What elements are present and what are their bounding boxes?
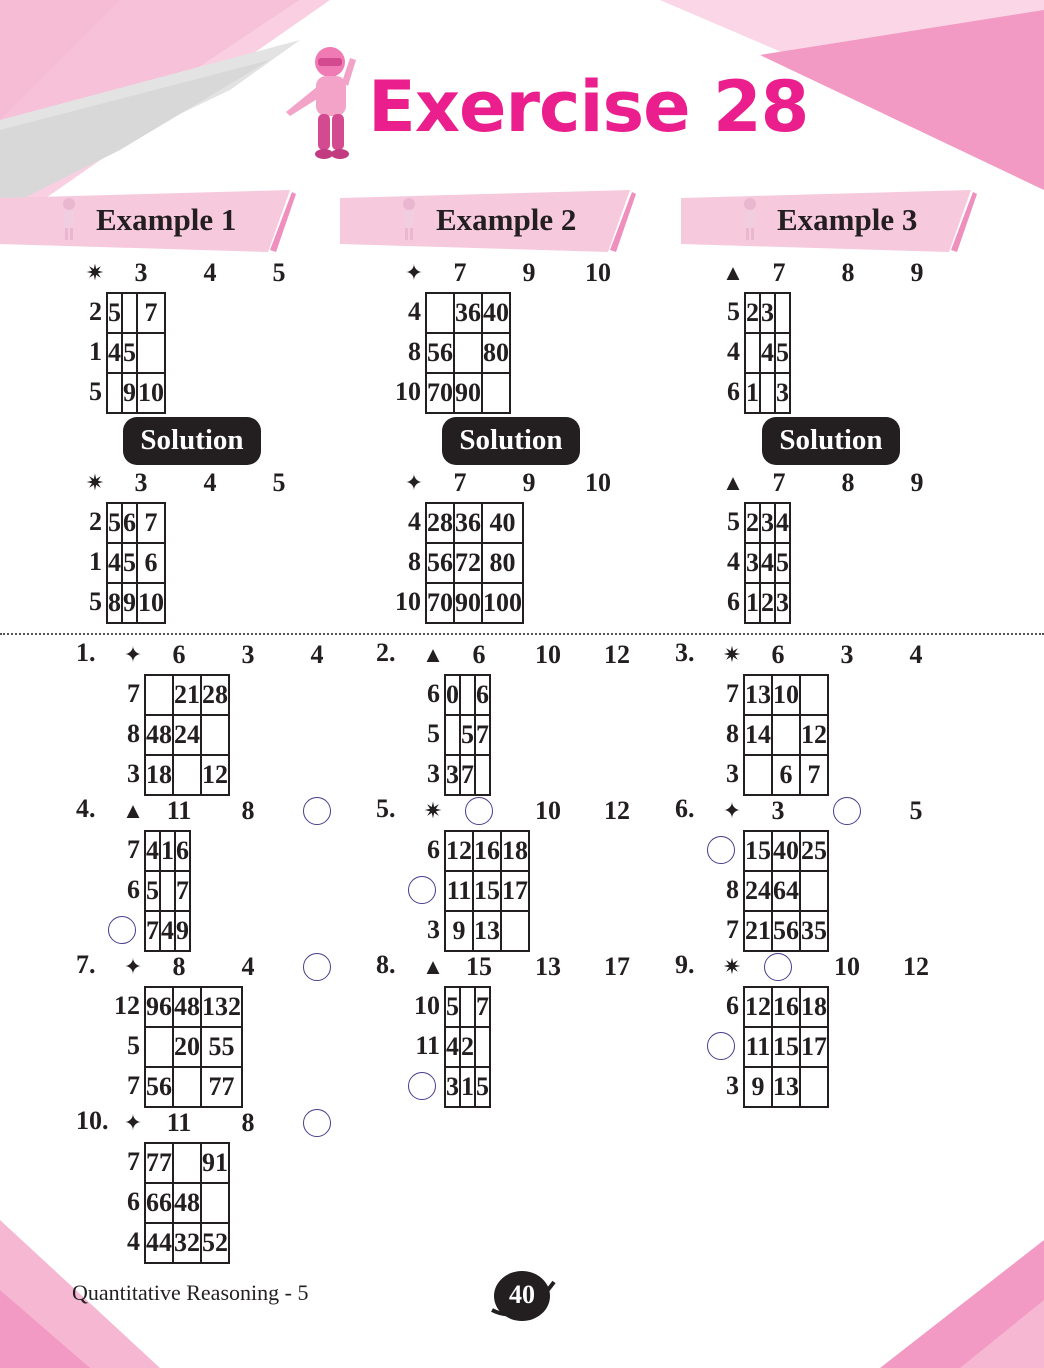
blank-circle[interactable] bbox=[303, 1109, 331, 1137]
column-header: 3 bbox=[134, 468, 148, 497]
grid-cell: 80 bbox=[482, 543, 523, 583]
empty-cell[interactable] bbox=[145, 1027, 173, 1067]
row-header: 3 bbox=[726, 1071, 739, 1100]
row-header: 4 bbox=[727, 547, 740, 576]
exercise-number: 1. bbox=[76, 638, 96, 667]
grid-cell: 7 bbox=[145, 911, 160, 951]
column-header: 4 bbox=[310, 640, 324, 669]
grid-cell: 1 bbox=[460, 1067, 475, 1107]
grid-cell: 91 bbox=[201, 1143, 229, 1183]
grid-cell: 10 bbox=[137, 583, 165, 623]
operator-symbol: ✦ bbox=[722, 798, 742, 823]
grid-cell: 9 bbox=[744, 1067, 772, 1107]
row-header: 8 bbox=[726, 875, 739, 904]
grid-cell: 3 bbox=[775, 583, 790, 623]
grid-cell: 2 bbox=[460, 1027, 475, 1067]
row-header: 12 bbox=[114, 991, 140, 1020]
row-header: 5 bbox=[89, 377, 102, 406]
empty-cell bbox=[426, 293, 454, 333]
grid-cell: 14 bbox=[744, 715, 772, 755]
mascot-icon bbox=[739, 196, 761, 242]
grid-cell: 8 bbox=[107, 583, 122, 623]
grid-cell: 6 bbox=[475, 675, 490, 715]
empty-cell[interactable] bbox=[501, 911, 529, 951]
operator-symbol: ✷ bbox=[722, 954, 742, 979]
grid-cell: 5 bbox=[107, 293, 122, 333]
number-grid bbox=[425, 502, 524, 624]
grid-cell: 40 bbox=[482, 503, 523, 543]
empty-cell bbox=[454, 333, 482, 373]
grid-cell: 5 bbox=[122, 333, 137, 373]
grid-cell: 7 bbox=[475, 715, 490, 755]
grid-cell: 5 bbox=[107, 503, 122, 543]
grid-cell: 55 bbox=[201, 1027, 242, 1067]
grid-cell: 3 bbox=[760, 503, 775, 543]
column-header: 3 bbox=[840, 640, 854, 669]
grid-cell: 24 bbox=[744, 871, 772, 911]
column-header: 5 bbox=[272, 258, 286, 287]
operator-symbol: ✦ bbox=[404, 260, 424, 285]
grid-cell: 11 bbox=[445, 871, 473, 911]
empty-cell bbox=[137, 333, 165, 373]
column-header: 8 bbox=[241, 796, 255, 825]
grid-cell: 3 bbox=[445, 755, 460, 795]
column-header: 6 bbox=[472, 640, 486, 669]
column-header: 13 bbox=[535, 952, 561, 981]
row-header: 6 bbox=[127, 1187, 140, 1216]
row-header: 3 bbox=[726, 759, 739, 788]
row-header: 2 bbox=[89, 507, 102, 536]
grid-cell: 48 bbox=[173, 1183, 201, 1223]
column-header: 12 bbox=[903, 952, 929, 981]
grid-cell: 80 bbox=[482, 333, 510, 373]
row-header: 5 bbox=[427, 719, 440, 748]
grid-cell: 7 bbox=[137, 293, 165, 333]
column-header: 10 bbox=[834, 952, 860, 981]
column-header: 9 bbox=[910, 258, 924, 287]
grid-cell: 2 bbox=[745, 293, 760, 333]
operator-symbol: ▲ bbox=[722, 260, 744, 285]
empty-cell bbox=[122, 293, 137, 333]
number-grid bbox=[144, 986, 243, 1108]
column-header: 5 bbox=[909, 796, 923, 825]
example-banner bbox=[681, 190, 981, 252]
blank-circle[interactable] bbox=[465, 797, 493, 825]
column-header: 8 bbox=[841, 468, 855, 497]
number-grid bbox=[744, 502, 791, 624]
column-header: 8 bbox=[172, 952, 186, 981]
empty-cell[interactable] bbox=[173, 1143, 201, 1183]
column-header: 3 bbox=[771, 796, 785, 825]
grid-cell: 15 bbox=[473, 871, 501, 911]
solution-label: Solution bbox=[442, 417, 580, 465]
grid-cell: 12 bbox=[201, 755, 229, 795]
grid-cell: 3 bbox=[445, 1067, 460, 1107]
grid-cell: 72 bbox=[454, 543, 482, 583]
row-header: 8 bbox=[127, 719, 140, 748]
column-header: 9 bbox=[522, 468, 536, 497]
row-header: 7 bbox=[726, 915, 739, 944]
grid-cell: 5 bbox=[460, 715, 475, 755]
grid-cell: 7 bbox=[475, 987, 490, 1027]
grid-cell: 2 bbox=[760, 583, 775, 623]
operator-symbol: ✦ bbox=[123, 954, 143, 979]
empty-cell bbox=[107, 373, 122, 413]
grid-cell: 20 bbox=[173, 1027, 201, 1067]
number-grid bbox=[106, 502, 166, 624]
grid-cell: 56 bbox=[772, 911, 800, 951]
grid-cell: 5 bbox=[122, 543, 137, 583]
row-header: 6 bbox=[727, 377, 740, 406]
operator-symbol: ✷ bbox=[85, 260, 105, 285]
grid-cell: 64 bbox=[772, 871, 800, 911]
empty-cell[interactable] bbox=[800, 675, 828, 715]
grid-cell: 100 bbox=[482, 583, 523, 623]
grid-cell: 18 bbox=[501, 831, 529, 871]
column-header: 3 bbox=[241, 640, 255, 669]
grid-cell: 17 bbox=[800, 1027, 828, 1067]
number-grid bbox=[144, 674, 230, 796]
number-grid bbox=[744, 292, 791, 414]
grid-cell: 5 bbox=[775, 333, 790, 373]
row-header: 8 bbox=[408, 547, 421, 576]
empty-cell[interactable] bbox=[772, 715, 800, 755]
grid-cell: 13 bbox=[744, 675, 772, 715]
column-header: 5 bbox=[272, 468, 286, 497]
empty-cell[interactable] bbox=[475, 755, 490, 795]
grid-cell: 13 bbox=[772, 1067, 800, 1107]
operator-symbol: ▲ bbox=[422, 954, 444, 979]
grid-cell: 12 bbox=[445, 831, 473, 871]
column-header: 10 bbox=[585, 258, 611, 287]
grid-cell: 28 bbox=[201, 675, 229, 715]
column-header: 7 bbox=[453, 258, 467, 287]
exercise-number: 5. bbox=[376, 794, 396, 823]
row-header: 6 bbox=[726, 991, 739, 1020]
grid-cell: 4 bbox=[160, 911, 175, 951]
row-header: 7 bbox=[127, 1147, 140, 1176]
grid-cell: 28 bbox=[426, 503, 454, 543]
grid-cell: 21 bbox=[744, 911, 772, 951]
row-header: 4 bbox=[727, 337, 740, 366]
number-grid bbox=[106, 292, 166, 414]
row-header: 10 bbox=[395, 377, 421, 406]
grid-cell: 16 bbox=[772, 987, 800, 1027]
empty-cell[interactable] bbox=[445, 715, 460, 755]
grid-cell: 25 bbox=[800, 831, 828, 871]
grid-cell: 77 bbox=[201, 1067, 242, 1107]
empty-cell[interactable] bbox=[475, 1027, 490, 1067]
grid-cell: 32 bbox=[173, 1223, 201, 1263]
grid-cell: 96 bbox=[145, 987, 173, 1027]
grid-cell: 24 bbox=[173, 715, 201, 755]
blank-circle[interactable] bbox=[764, 953, 792, 981]
empty-cell bbox=[482, 373, 510, 413]
grid-cell: 48 bbox=[145, 715, 173, 755]
column-header: 7 bbox=[772, 258, 786, 287]
grid-cell: 9 bbox=[122, 583, 137, 623]
example-label: Example 1 bbox=[96, 202, 237, 237]
grid-cell: 13 bbox=[473, 911, 501, 951]
footer-book-title: Quantitative Reasoning - 5 bbox=[72, 1280, 309, 1305]
grid-cell: 18 bbox=[145, 755, 173, 795]
grid-cell: 7 bbox=[137, 503, 165, 543]
grid-cell: 4 bbox=[107, 333, 122, 373]
grid-cell: 3 bbox=[775, 373, 790, 413]
number-grid bbox=[444, 674, 491, 796]
column-header: 8 bbox=[841, 258, 855, 287]
example-label: Example 2 bbox=[436, 202, 577, 237]
operator-symbol: ✷ bbox=[423, 798, 443, 823]
empty-cell[interactable] bbox=[800, 1067, 828, 1107]
exercise-number: 9. bbox=[675, 950, 695, 979]
row-header: 7 bbox=[726, 679, 739, 708]
row-header: 1 bbox=[89, 337, 102, 366]
blank-circle[interactable] bbox=[303, 797, 331, 825]
grid-cell: 6 bbox=[122, 503, 137, 543]
row-header: 8 bbox=[408, 337, 421, 366]
column-header: 4 bbox=[203, 258, 217, 287]
grid-cell: 52 bbox=[201, 1223, 229, 1263]
column-header: 15 bbox=[466, 952, 492, 981]
example-banner bbox=[0, 190, 300, 252]
column-header: 9 bbox=[910, 468, 924, 497]
operator-symbol: ▲ bbox=[722, 470, 744, 495]
grid-cell: 1 bbox=[160, 831, 175, 871]
grid-cell: 4 bbox=[775, 503, 790, 543]
operator-symbol: ✦ bbox=[404, 470, 424, 495]
column-header: 4 bbox=[203, 468, 217, 497]
grid-cell: 9 bbox=[175, 911, 190, 951]
grid-cell: 0 bbox=[445, 675, 460, 715]
column-header: 7 bbox=[772, 468, 786, 497]
empty-cell bbox=[775, 293, 790, 333]
column-header: 4 bbox=[241, 952, 255, 981]
blank-circle[interactable] bbox=[303, 953, 331, 981]
grid-cell: 77 bbox=[145, 1143, 173, 1183]
blank-circle[interactable] bbox=[408, 876, 436, 904]
operator-symbol: ✷ bbox=[85, 470, 105, 495]
page-number: 40 bbox=[509, 1280, 535, 1309]
row-header: 4 bbox=[408, 297, 421, 326]
empty-cell[interactable] bbox=[744, 755, 772, 795]
grid-cell: 1 bbox=[745, 583, 760, 623]
grid-cell: 4 bbox=[107, 543, 122, 583]
grid-cell: 15 bbox=[744, 831, 772, 871]
row-header: 3 bbox=[127, 759, 140, 788]
grid-cell: 132 bbox=[201, 987, 242, 1027]
row-header: 8 bbox=[726, 719, 739, 748]
blank-circle[interactable] bbox=[408, 1072, 436, 1100]
grid-cell: 15 bbox=[772, 1027, 800, 1067]
exercise-number: 3. bbox=[675, 638, 695, 667]
exercise-number: 6. bbox=[675, 794, 695, 823]
grid-cell: 56 bbox=[426, 333, 454, 373]
empty-cell[interactable] bbox=[173, 1067, 201, 1107]
column-header: 10 bbox=[535, 796, 561, 825]
row-header: 10 bbox=[414, 991, 440, 1020]
number-grid bbox=[444, 830, 530, 952]
empty-cell[interactable] bbox=[145, 675, 173, 715]
row-header: 11 bbox=[415, 1031, 440, 1060]
column-header: 10 bbox=[585, 468, 611, 497]
exercise-number: 10. bbox=[76, 1106, 109, 1135]
row-header: 7 bbox=[127, 679, 140, 708]
operator-symbol: ✦ bbox=[123, 1110, 143, 1135]
column-header: 4 bbox=[909, 640, 923, 669]
row-header: 2 bbox=[89, 297, 102, 326]
grid-cell: 90 bbox=[454, 583, 482, 623]
empty-cell[interactable] bbox=[201, 715, 229, 755]
operator-symbol: ▲ bbox=[122, 798, 144, 823]
grid-cell: 4 bbox=[760, 543, 775, 583]
grid-cell: 70 bbox=[426, 583, 454, 623]
row-header: 7 bbox=[127, 1071, 140, 1100]
number-grid bbox=[743, 986, 829, 1108]
number-grid bbox=[144, 830, 191, 952]
grid-cell: 36 bbox=[454, 293, 482, 333]
grid-cell: 12 bbox=[744, 987, 772, 1027]
grid-cell: 5 bbox=[475, 1067, 490, 1107]
number-grid bbox=[743, 674, 829, 796]
number-grid bbox=[444, 986, 491, 1108]
row-header: 6 bbox=[427, 679, 440, 708]
grid-cell: 16 bbox=[473, 831, 501, 871]
column-header: 10 bbox=[535, 640, 561, 669]
empty-cell bbox=[745, 333, 760, 373]
row-header: 5 bbox=[727, 297, 740, 326]
column-header: 6 bbox=[771, 640, 785, 669]
grid-cell: 3 bbox=[745, 543, 760, 583]
grid-cell: 7 bbox=[460, 755, 475, 795]
blank-circle[interactable] bbox=[707, 836, 735, 864]
column-header: 7 bbox=[453, 468, 467, 497]
blank-circle[interactable] bbox=[833, 797, 861, 825]
example-label: Example 3 bbox=[777, 202, 918, 237]
grid-cell: 48 bbox=[173, 987, 201, 1027]
grid-cell: 2 bbox=[745, 503, 760, 543]
grid-cell: 3 bbox=[760, 293, 775, 333]
exercise-number: 4. bbox=[76, 794, 96, 823]
column-header: 11 bbox=[166, 796, 192, 825]
grid-cell: 56 bbox=[426, 543, 454, 583]
row-header: 3 bbox=[427, 915, 440, 944]
column-header: 3 bbox=[134, 258, 148, 287]
grid-cell: 11 bbox=[744, 1027, 772, 1067]
grid-cell: 6 bbox=[137, 543, 165, 583]
empty-cell[interactable] bbox=[460, 675, 475, 715]
empty-cell[interactable] bbox=[800, 871, 828, 911]
grid-cell: 4 bbox=[145, 831, 160, 871]
operator-symbol: ▲ bbox=[422, 642, 444, 667]
number-grid bbox=[743, 830, 829, 952]
grid-cell: 40 bbox=[482, 293, 510, 333]
grid-cell: 40 bbox=[772, 831, 800, 871]
blank-circle[interactable] bbox=[707, 1032, 735, 1060]
row-header: 4 bbox=[408, 507, 421, 536]
grid-cell: 5 bbox=[445, 987, 460, 1027]
page-title: Exercise 28 bbox=[368, 66, 809, 148]
grid-cell: 5 bbox=[775, 543, 790, 583]
row-header: 5 bbox=[727, 507, 740, 536]
exercise-number: 2. bbox=[376, 638, 396, 667]
grid-cell: 35 bbox=[800, 911, 828, 951]
grid-cell: 4 bbox=[445, 1027, 460, 1067]
row-header: 1 bbox=[89, 547, 102, 576]
row-header: 5 bbox=[89, 587, 102, 616]
empty-cell[interactable] bbox=[160, 871, 175, 911]
operator-symbol: ✷ bbox=[722, 642, 742, 667]
empty-cell bbox=[760, 373, 775, 413]
mascot-illustration bbox=[280, 42, 360, 162]
grid-cell: 9 bbox=[445, 911, 473, 951]
grid-cell: 7 bbox=[175, 871, 190, 911]
grid-cell: 36 bbox=[454, 503, 482, 543]
grid-cell: 6 bbox=[175, 831, 190, 871]
grid-cell: 1 bbox=[745, 373, 760, 413]
row-header: 6 bbox=[727, 587, 740, 616]
blank-circle[interactable] bbox=[108, 916, 136, 944]
grid-cell: 6 bbox=[772, 755, 800, 795]
exercise-number: 8. bbox=[376, 950, 396, 979]
grid-cell: 12 bbox=[800, 715, 828, 755]
empty-cell[interactable] bbox=[460, 987, 475, 1027]
row-header: 3 bbox=[427, 759, 440, 788]
column-header: 8 bbox=[241, 1108, 255, 1137]
empty-cell[interactable] bbox=[173, 755, 201, 795]
grid-cell: 21 bbox=[173, 675, 201, 715]
example-banner bbox=[340, 190, 640, 252]
row-header: 6 bbox=[427, 835, 440, 864]
grid-cell: 9 bbox=[122, 373, 137, 413]
number-grid bbox=[425, 292, 511, 414]
mascot-icon bbox=[58, 196, 80, 242]
mascot-icon bbox=[398, 196, 420, 242]
grid-cell: 4 bbox=[760, 333, 775, 373]
column-header: 12 bbox=[604, 640, 630, 669]
grid-cell: 90 bbox=[454, 373, 482, 413]
grid-cell: 56 bbox=[145, 1067, 173, 1107]
grid-cell: 17 bbox=[501, 871, 529, 911]
grid-cell: 18 bbox=[800, 987, 828, 1027]
exercise-number: 7. bbox=[76, 950, 96, 979]
grid-cell: 66 bbox=[145, 1183, 173, 1223]
column-header: 11 bbox=[166, 1108, 192, 1137]
grid-cell: 5 bbox=[145, 871, 160, 911]
grid-cell: 44 bbox=[145, 1223, 173, 1263]
empty-cell[interactable] bbox=[201, 1183, 229, 1223]
column-header: 6 bbox=[172, 640, 186, 669]
row-header: 6 bbox=[127, 875, 140, 904]
grid-cell: 7 bbox=[800, 755, 828, 795]
grid-cell: 10 bbox=[137, 373, 165, 413]
number-grid bbox=[144, 1142, 230, 1264]
grid-cell: 70 bbox=[426, 373, 454, 413]
column-header: 9 bbox=[522, 258, 536, 287]
row-header: 10 bbox=[395, 587, 421, 616]
grid-cell: 10 bbox=[772, 675, 800, 715]
row-header: 4 bbox=[127, 1227, 140, 1256]
row-header: 7 bbox=[127, 835, 140, 864]
column-header: 17 bbox=[604, 952, 630, 981]
solution-label: Solution bbox=[123, 417, 261, 465]
column-header: 12 bbox=[604, 796, 630, 825]
solution-label: Solution bbox=[762, 417, 900, 465]
operator-symbol: ✦ bbox=[123, 642, 143, 667]
section-divider bbox=[0, 633, 1044, 635]
row-header: 5 bbox=[127, 1031, 140, 1060]
